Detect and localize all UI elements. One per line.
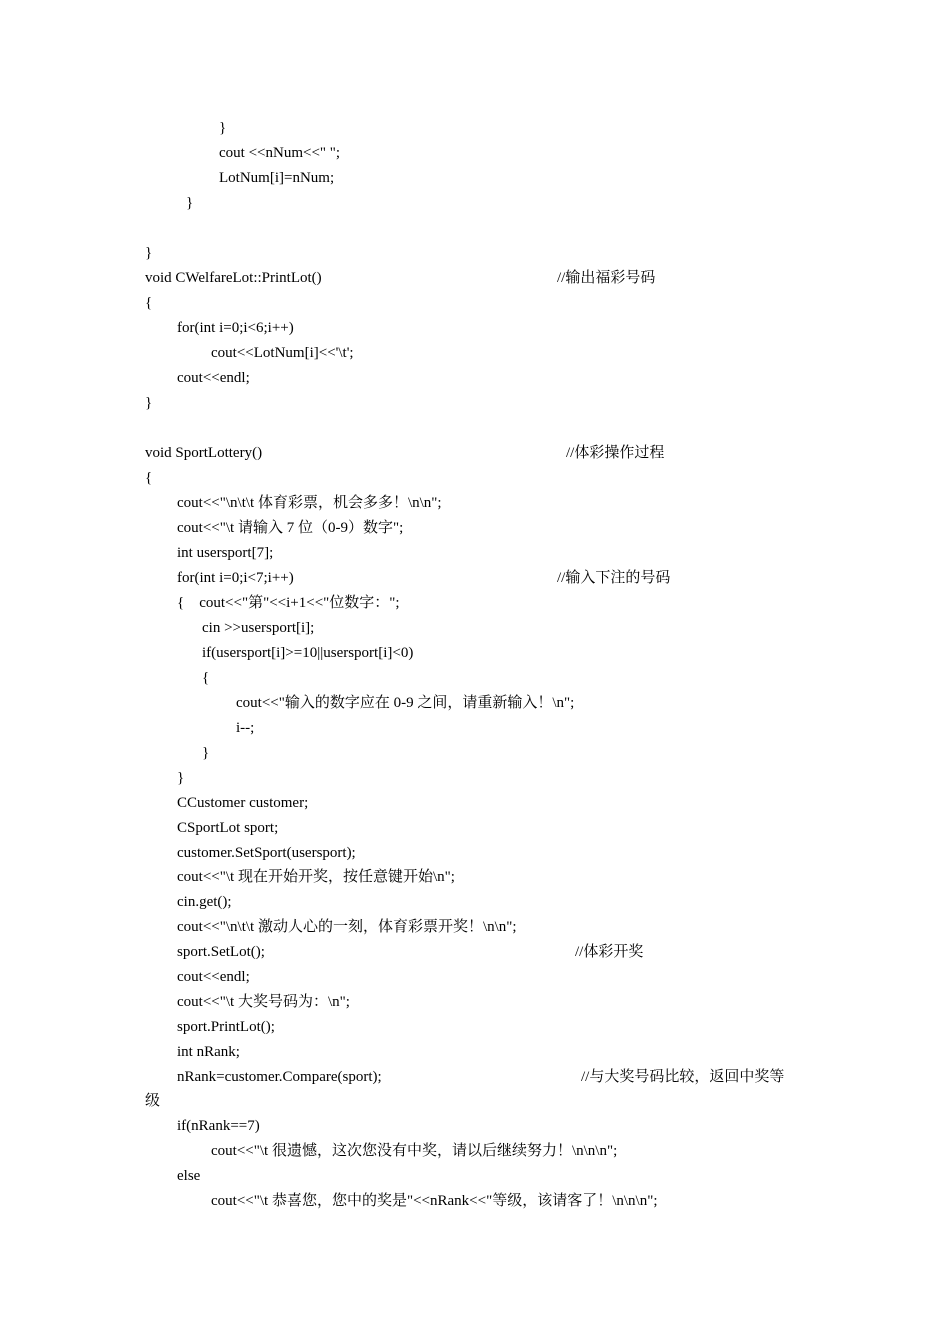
code-line: if(usersport[i]>=10||usersport[i]<0) xyxy=(202,645,414,661)
code-line: } xyxy=(219,120,227,136)
code-comment: //输出福彩号码 xyxy=(557,270,656,286)
code-line: int nRank; xyxy=(177,1044,240,1060)
code-comment: //体彩开奖 xyxy=(575,944,644,960)
code-line: else xyxy=(177,1168,201,1184)
code-line: { xyxy=(145,295,153,311)
code-line: CSportLot sport; xyxy=(177,820,279,836)
code-line: } xyxy=(177,770,185,786)
code-line: cout <<nNum<<" "; xyxy=(219,145,341,161)
code-line: cout<<endl; xyxy=(177,969,250,985)
code-line: { cout<<"第"<<i+1<<"位数字："; xyxy=(177,595,400,611)
code-line: nRank=customer.Compare(sport); xyxy=(177,1069,382,1085)
code-line: cout<<"\t 恭喜您，您中的奖是"<<nRank<<"等级，该请客了！\n\n\n"; xyxy=(211,1193,658,1209)
code-line: cout<<"\t 请输入 7 位（0-9）数字"; xyxy=(177,520,404,536)
code-line: void CWelfareLot::PrintLot() xyxy=(145,270,322,286)
code-comment: //体彩操作过程 xyxy=(566,445,665,461)
code-line: cout<<"\n\t\t 激动人心的一刻，体育彩票开奖！\n\n"; xyxy=(177,919,517,935)
code-line: { xyxy=(202,670,210,686)
code-line: cout<<"输入的数字应在 0-9 之间，请重新输入！\n"; xyxy=(236,695,575,711)
code-line: void SportLottery() xyxy=(145,445,263,461)
code-line: } xyxy=(145,245,153,261)
code-line: cout<<"\n\t\t 体育彩票，机会多多！\n\n"; xyxy=(177,495,442,511)
code-line: } xyxy=(145,395,153,411)
code-line: sport.SetLot(); xyxy=(177,944,265,960)
code-line: cin.get(); xyxy=(177,894,232,910)
code-line: i--; xyxy=(236,720,255,736)
code-line: cout<<"\t 现在开始开奖，按任意键开始\n"; xyxy=(177,869,455,885)
code-line: cout<<"\t 很遗憾，这次您没有中奖，请以后继续努力！\n\n\n"; xyxy=(211,1143,618,1159)
code-line: CCustomer customer; xyxy=(177,795,309,811)
code-comment: //输入下注的号码 xyxy=(557,570,671,586)
code-line: for(int i=0;i<6;i++) xyxy=(177,320,294,336)
code-line: cout<<"\t 大奖号码为：\n"; xyxy=(177,994,350,1010)
code-line: cin >>usersport[i]; xyxy=(202,620,315,636)
code-line: } xyxy=(202,745,210,761)
code-line: 级 xyxy=(145,1093,161,1109)
code-line: sport.PrintLot(); xyxy=(177,1019,275,1035)
code-line: for(int i=0;i<7;i++) xyxy=(177,570,294,586)
code-line: if(nRank==7) xyxy=(177,1118,260,1134)
code-comment: //与大奖号码比较，返回中奖等 xyxy=(581,1069,785,1085)
code-line: customer.SetSport(usersport); xyxy=(177,845,356,861)
code-line: { xyxy=(145,470,153,486)
code-line: LotNum[i]=nNum; xyxy=(219,170,335,186)
code-line: cout<<endl; xyxy=(177,370,250,386)
code-line: int usersport[7]; xyxy=(177,545,274,561)
code-line: cout<<LotNum[i]<<'\t'; xyxy=(211,345,354,361)
code-line: } xyxy=(186,195,194,211)
